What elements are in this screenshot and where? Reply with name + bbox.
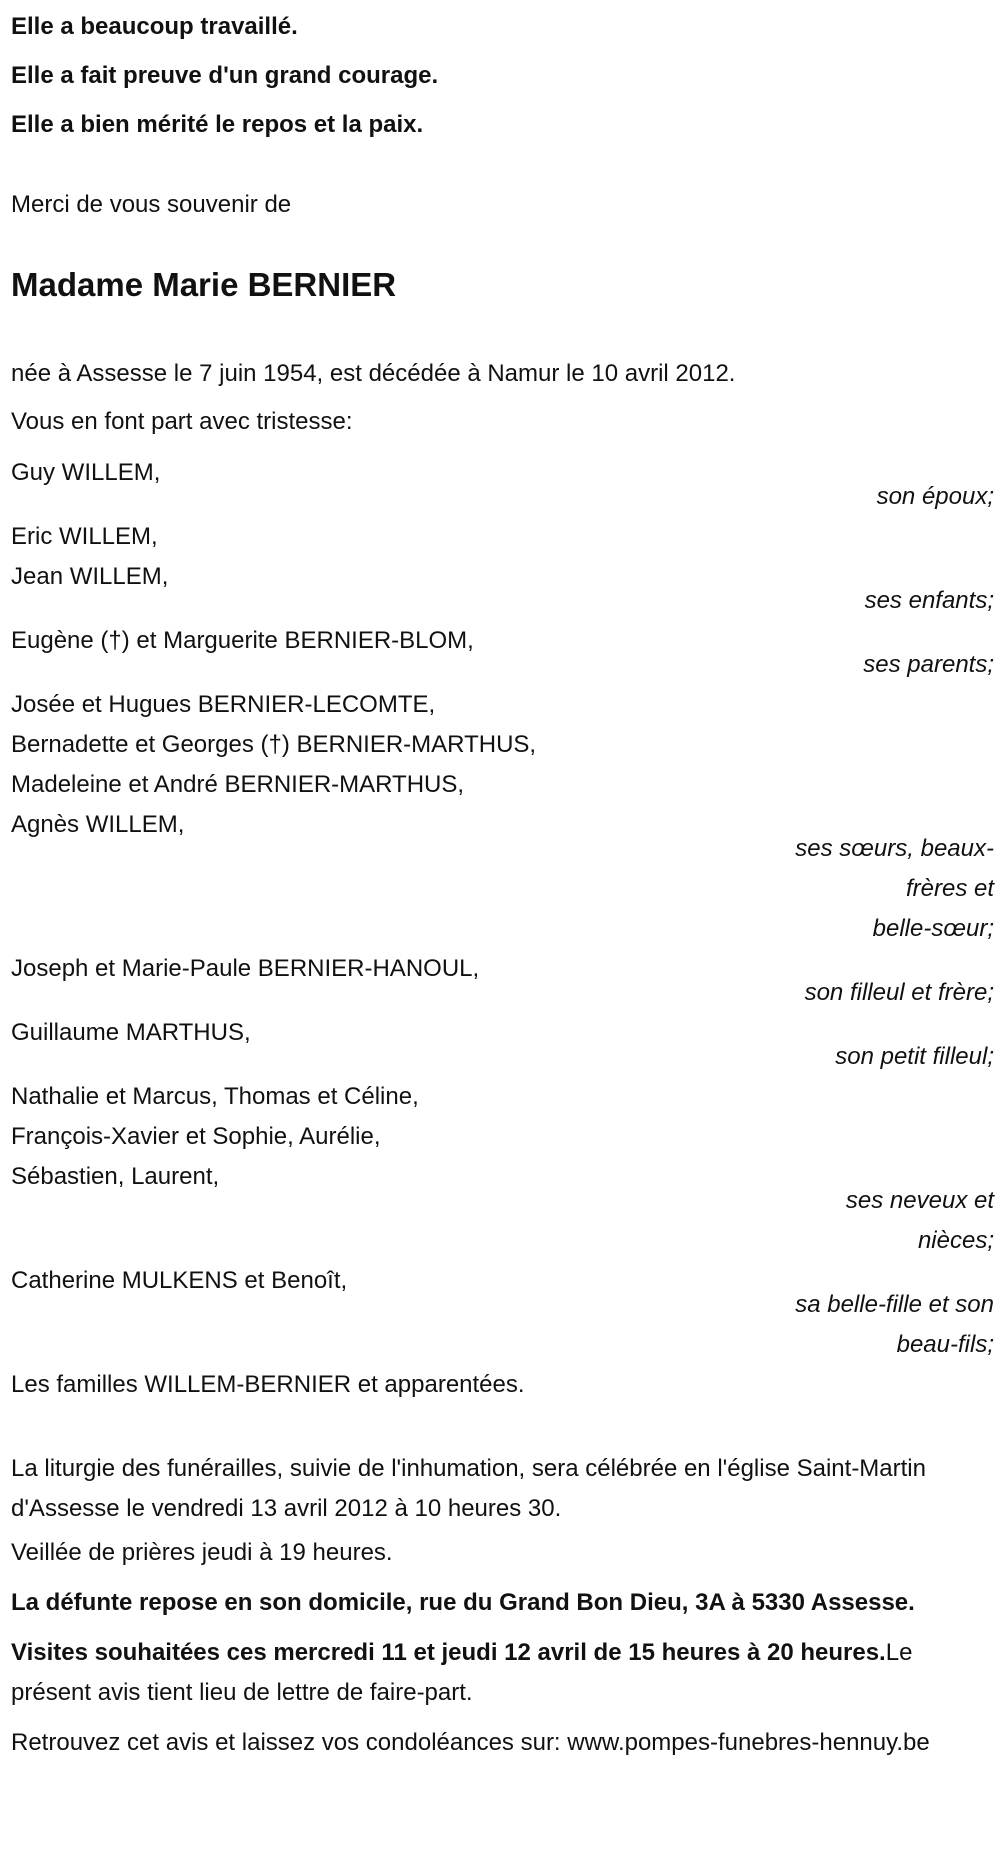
relation-line: ses enfants; — [864, 587, 994, 614]
family-name-line: Sébastien, Laurent, — [11, 1163, 220, 1190]
condolences-text: Retrouvez cet avis et laissez vos condoléances sur: www.pompes-funebres-hennuy.be — [11, 1729, 930, 1756]
family-group — [11, 453, 994, 517]
relation-line: nièces; — [917, 1227, 994, 1254]
family-group — [11, 1261, 994, 1365]
family-group — [11, 949, 994, 1013]
family-group — [11, 517, 994, 621]
family-relation — [11, 829, 994, 949]
relation-line: sa belle-fille et son — [795, 1291, 994, 1318]
family-group — [11, 621, 994, 685]
funeral-text: La liturgie des funérailles, suivie de l'inhumation, sera célébrée en l'église Saint-Martin d'Assesse le vendredi 13 avril 2012 à 10 heures 30. — [11, 1455, 926, 1522]
relation-line: son petit filleul; — [835, 1043, 994, 1070]
family-names — [11, 1077, 994, 1197]
family-group — [11, 685, 994, 949]
family-group — [11, 1013, 994, 1077]
families-text: Les familles WILLEM-BERNIER et apparentées. — [11, 1371, 525, 1398]
family-name-line: Guy WILLEM, — [11, 459, 161, 486]
family-name-line: Nathalie et Marcus, Thomas et Céline, — [11, 1083, 419, 1110]
family-name-line: Guillaume MARTHUS, — [11, 1019, 251, 1046]
vigil-text: Veillée de prières jeudi à 19 heures. — [11, 1539, 393, 1566]
family-name-line: Agnès WILLEM, — [11, 811, 185, 838]
relation-line: son époux; — [876, 483, 994, 510]
family-name-line: Bernadette et Georges (†) BERNIER-MARTHUS, — [11, 731, 537, 758]
family-name-line: Eric WILLEM, — [11, 523, 158, 550]
family-name-line: François-Xavier et Sophie, Aurélie, — [11, 1123, 381, 1150]
visits-note: Le présent avis tient lieu de lettre de faire-part. — [11, 1639, 913, 1706]
motto-line: Elle a beaucoup travaillé. — [11, 13, 298, 40]
motto-line: Elle a fait preuve d'un grand courage. — [11, 62, 439, 89]
relation-line: beau-fils; — [896, 1331, 994, 1358]
family-name-line: Catherine MULKENS et Benoît, — [11, 1267, 348, 1294]
family-names — [11, 685, 994, 845]
relation-line: son filleul et frère; — [804, 979, 994, 1006]
birth-death-text: née à Assesse le 7 juin 1954, est décédée à Namur le 10 avril 2012. — [11, 360, 736, 387]
visits-bold: Visites souhaitées ces mercredi 11 et jeudi 12 avril de 15 heures à 20 heures. — [11, 1639, 886, 1666]
family-name-line: Eugène (†) et Marguerite BERNIER-BLOM, — [11, 627, 474, 654]
intro-text: Merci de vous souvenir de — [11, 191, 292, 218]
family-list — [11, 453, 994, 1365]
visits-text — [11, 1633, 994, 1713]
relation-line: ses neveux et — [845, 1187, 994, 1214]
family-group — [11, 1077, 994, 1261]
family-name-line: Jean WILLEM, — [11, 563, 169, 590]
relation-line: ses parents; — [863, 651, 994, 678]
family-name-line: Josée et Hugues BERNIER-LECOMTE, — [11, 691, 436, 718]
family-name-line: Joseph et Marie-Paule BERNIER-HANOUL, — [11, 955, 480, 982]
relation-line: belle-sœur; — [872, 915, 994, 942]
relation-line: frères et — [905, 875, 994, 902]
deceased-name: Madame Marie BERNIER — [11, 266, 397, 303]
relation-line: ses sœurs, beaux- — [795, 835, 994, 862]
repose-text: La défunte repose en son domicile, rue du Grand Bon Dieu, 3A à 5330 Assesse. — [11, 1589, 915, 1616]
motto-line: Elle a bien mérité le repos et la paix. — [11, 111, 424, 138]
announce-text: Vous en font part avec tristesse: — [11, 408, 353, 435]
family-name-line: Madeleine et André BERNIER-MARTHUS, — [11, 771, 465, 798]
